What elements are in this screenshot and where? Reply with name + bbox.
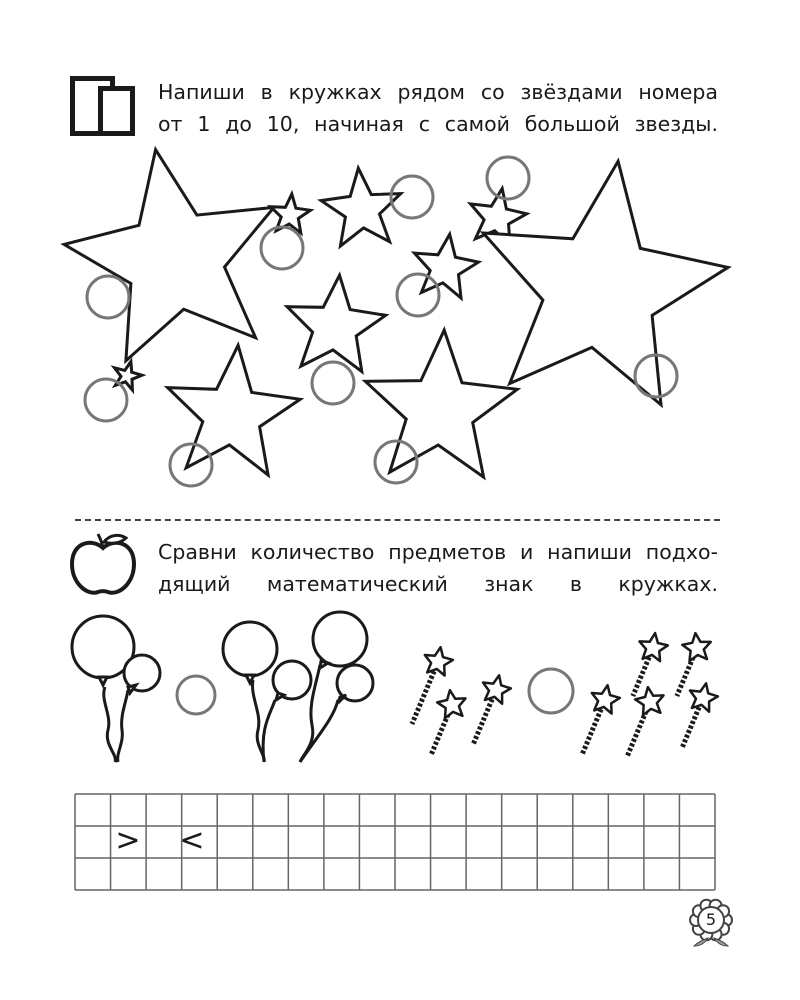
star-answer-circle-5[interactable] [397,274,439,316]
answer-grid[interactable] [74,793,716,891]
star-answer-circle-4[interactable] [487,157,529,199]
star-10 [365,330,517,477]
balloons-group-left [60,605,180,765]
wand-star-icon [640,633,668,661]
star-answer-circle-1[interactable] [87,276,129,318]
task2-line-1: Сравни количество предметов и напиши подхо- [158,540,718,564]
grid-sign-less: < [179,823,205,858]
star-9 [168,345,301,475]
wands-answer-circle[interactable] [526,666,576,716]
wand-star-icon [483,675,511,703]
star-answer-circle-6[interactable] [312,362,354,404]
star-1 [64,150,274,361]
page-number: 5 [705,910,717,929]
star-5 [414,234,478,298]
balloons-answer-circle[interactable] [174,673,218,717]
star-answer-circle-2[interactable] [261,227,303,269]
task1-line-2: от 1 до 10, начиная с самой большой звезды. [158,112,718,136]
wand-stick [412,662,438,724]
star-8 [114,362,142,391]
task2-line-2: дящий математический знак в кружках. [158,572,718,596]
wand-star-icon [635,687,663,715]
wand-star-icon [690,683,718,711]
balloons-group-right [220,605,390,765]
star-6 [287,275,386,371]
task2-instruction [158,536,718,600]
star-3 [321,168,401,246]
section-divider [75,519,720,521]
star-wands-right [575,620,725,760]
wand-star-icon [425,647,453,675]
task1-line-1: Напиши в кружках рядом со звёздами номера [158,80,718,104]
star-7 [483,161,728,404]
wand-star-icon [437,690,465,718]
star-wands-left [400,630,530,760]
grid-sign-greater: > [115,823,141,858]
star-answer-circle-8[interactable] [85,379,127,421]
wand-star-icon [682,633,710,661]
wand-star-icon [592,685,620,713]
apple-icon [68,532,138,598]
